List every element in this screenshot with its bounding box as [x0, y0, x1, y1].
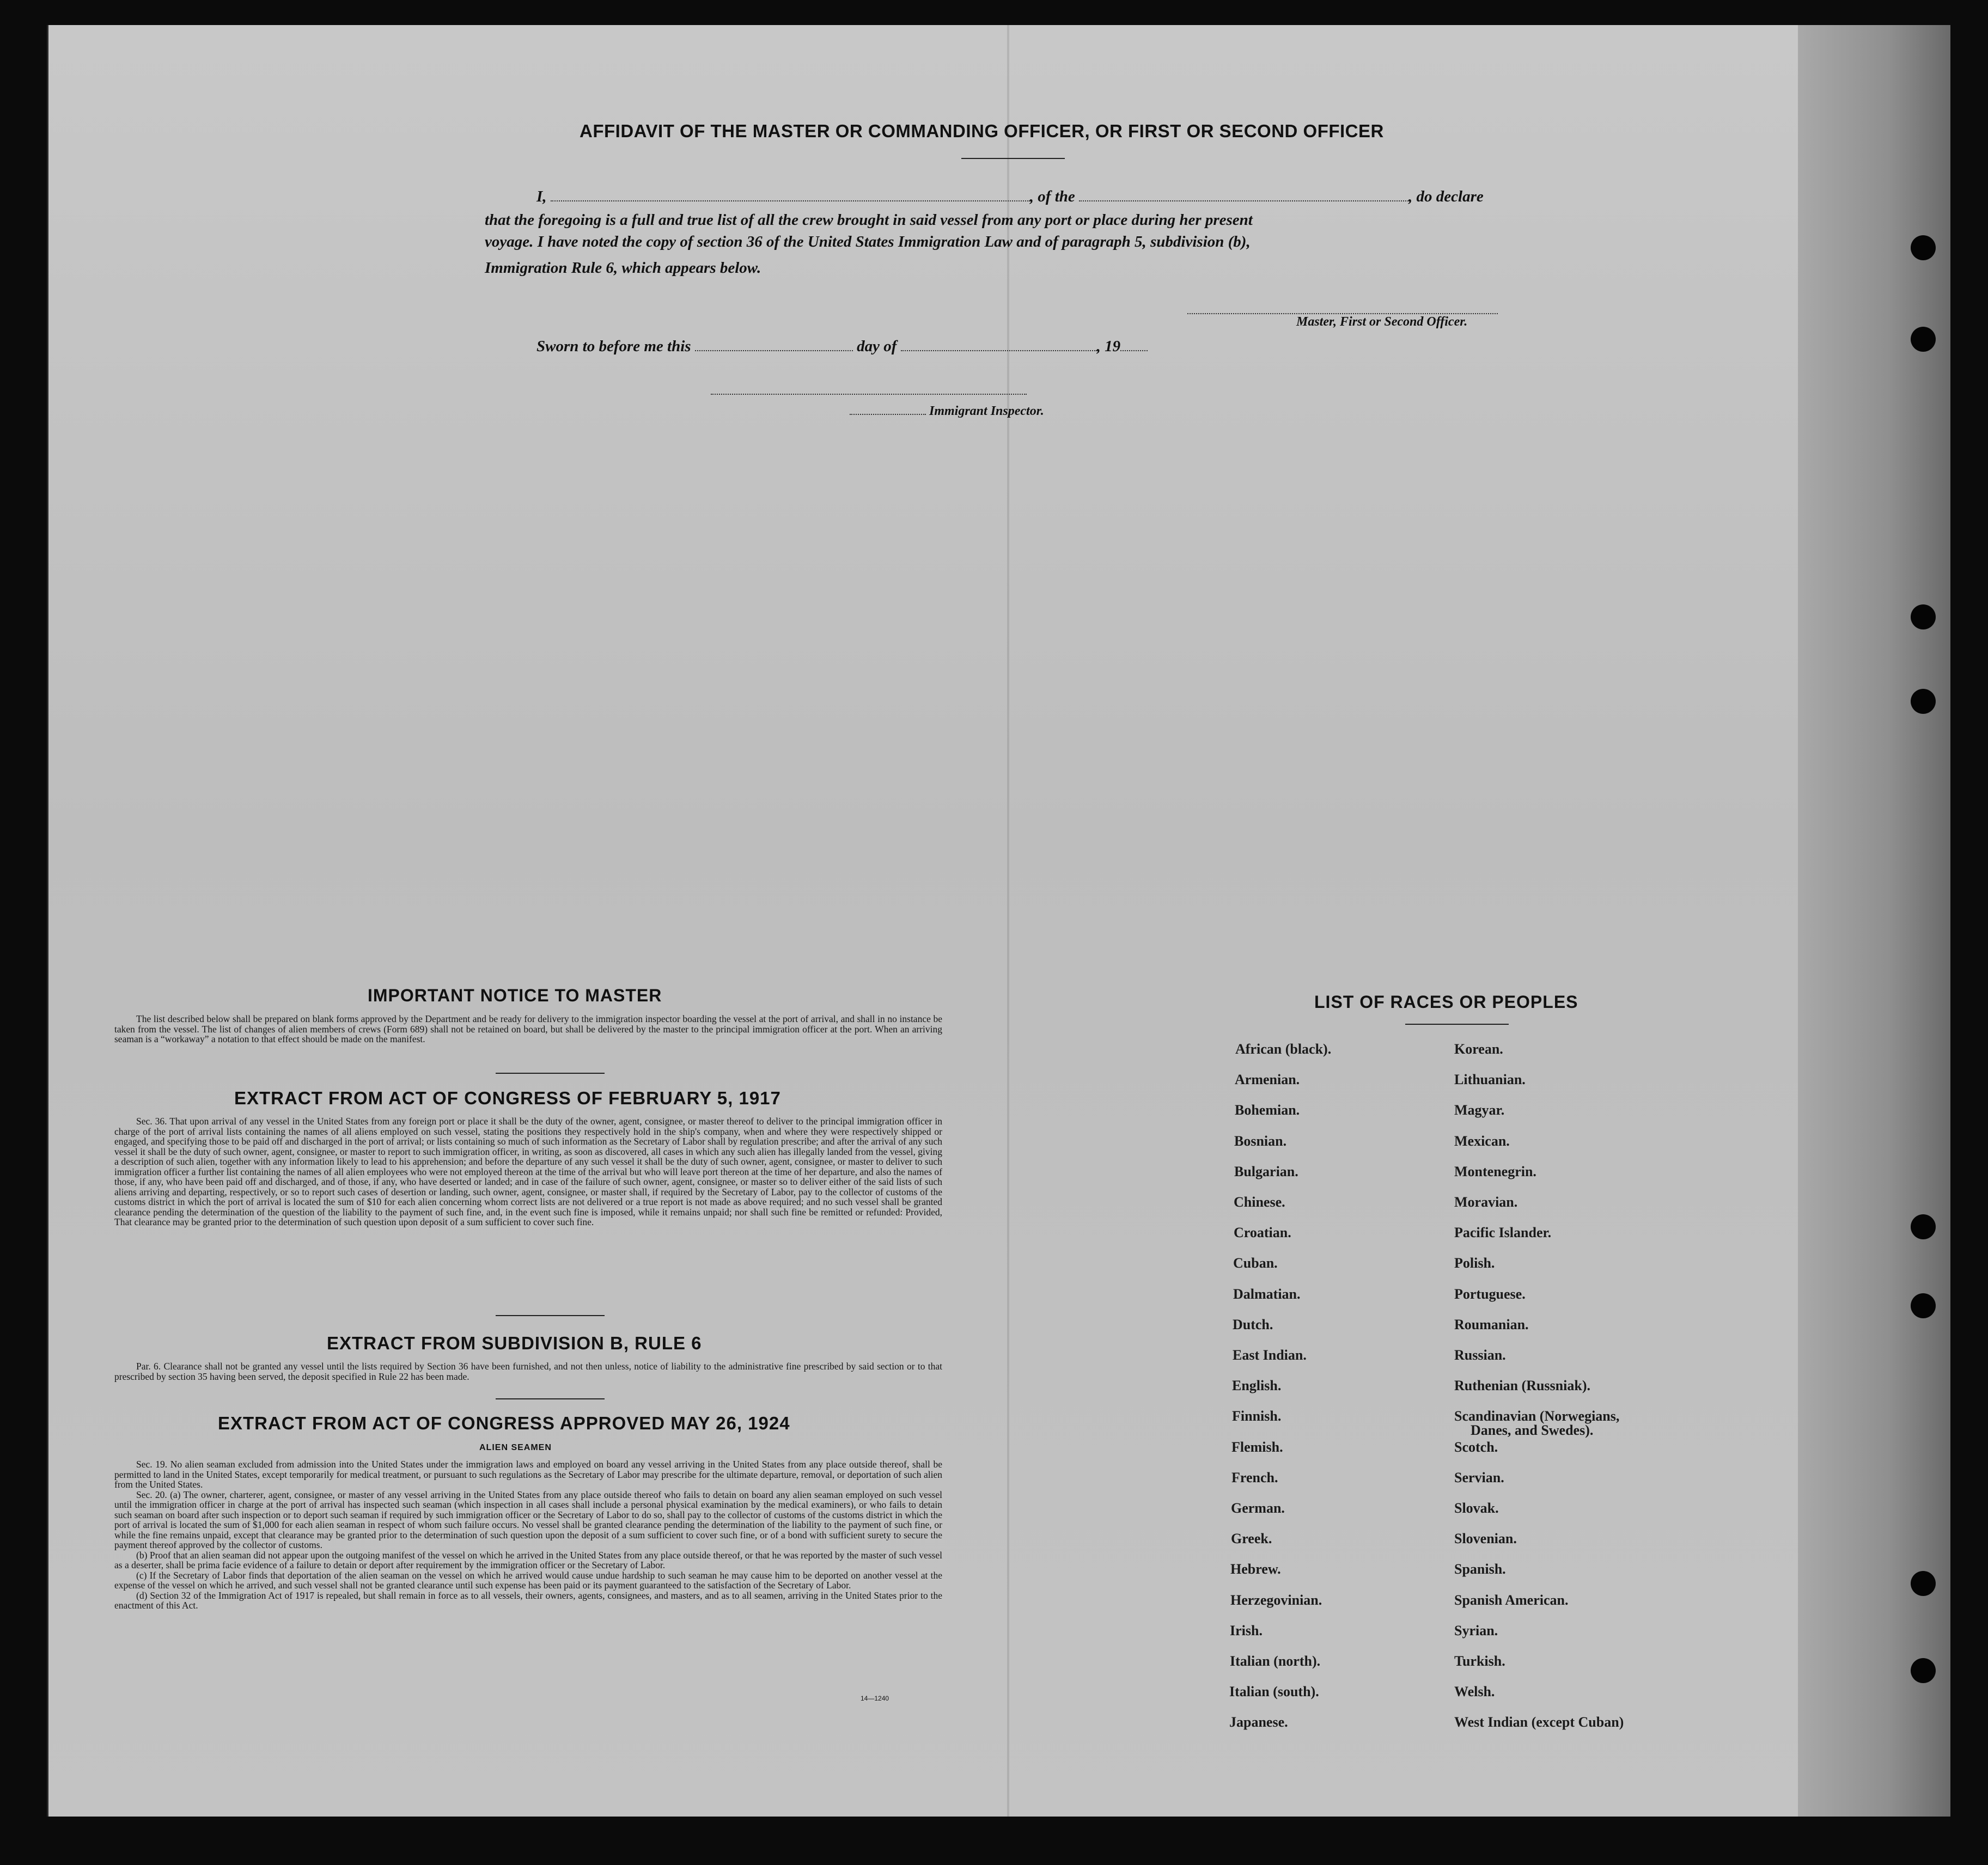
race-item: Dalmatian.: [1233, 1286, 1301, 1302]
race-item: Portuguese.: [1454, 1286, 1526, 1302]
race-item: West Indian (except Cuban): [1454, 1714, 1624, 1730]
inspector-signature-line: [711, 394, 1027, 395]
sworn-year-prefix: , 19: [1096, 338, 1121, 355]
master-signature-line: [1187, 313, 1498, 314]
section-36-paragraph: Sec. 36. That upon arrival of any vessel in the United States from any foreign port or place it shall be the duty of the owner, agent, consignee, or master thereof to deliver to the principal immigration officer in charge of the port of arrival lists containing the names of all aliens employed on such vessel, stating the positions they respectively hold in the ship's company, when and where they were respectively shipped or engaged, and specifying those to be paid off and discharged in the port of arrival; or lists containing so much of such information as the Secretary of Labor shall by regulation prescribe; and after the arrival of any such vessel it shall be the duty of such owner, agent, consignee, or master to report to such immigration officer, in writing, as soon as discovered, all cases in which any such alien has illegally landed from the vessel, giving a description of such alien, together with any information likely to lead to his apprehension; and before the departure of any such vessel it shall be the duty of such owner, agent, consignee, or master to deliver to such immigration officer a further list containing the names of all alien employees who were not employed thereon at the time of the arrival but who will leave port thereon at the time of her departure, and also the names of those, if any, who have been paid off and discharged, and of those, if any, who have deserted or landed; and in case of the failure of such owner, agent, consignee, or master so to deliver either of the said lists of such aliens arriving and departing, respectively, or so to report such cases of desertion or landing, such owner, agent, consignee, or master shall, if required by the Secretary of Labor, pay to the collector of customs of the customs district in which the port of arrival is located the sum of $10 for each alien concerning whom correct lists are not delivered or a true report is not made as above required; and no such vessel shall be granted clearance pending the determination of the question of the liability to the payment of such fine, and, in the event such fine is imposed, while it remains unpaid; nor shall such fine be remitted or refunded: Provided, That clearance may be granted prior to the determination of such question upon deposit of a sum sufficient to cover such fine.: [114, 1116, 942, 1227]
race-item: English.: [1232, 1378, 1282, 1393]
race-item: Danes, and Swedes).: [1471, 1422, 1594, 1438]
affidavit-line-3: voyage. I have noted the copy of section 36 of the United States Immigration Law and of paragraph 5, subdivision (b),: [485, 233, 1251, 250]
race-item: Russian.: [1454, 1347, 1506, 1363]
races-title: LIST OF RACES OR PEOPLES: [1314, 992, 1578, 1012]
notice-body: [114, 1014, 942, 1044]
title-divider: [961, 158, 1065, 159]
race-item: Mexican.: [1454, 1133, 1510, 1149]
notice-divider: [496, 1073, 605, 1074]
extract-rule6-divider: [496, 1398, 605, 1399]
section-19-paragraph: Sec. 19. No alien seaman excluded from admission into the United States under the immigration laws and employed on board any vessel arriving in the United States from any place outside thereof, shall be permitted to land in the United States, except temporarily for medical treatment, or pursuant to such regulations as the Secretary of Labor may prescribe for the ultimate departure, removal, or deportation of such alien from the United States.: [114, 1459, 942, 1490]
affidavit-do-declare: , do declare: [1408, 188, 1484, 205]
race-item: Croatian.: [1234, 1225, 1291, 1240]
race-item: Cuban.: [1233, 1255, 1278, 1271]
race-item: Montenegrin.: [1454, 1164, 1536, 1179]
race-item: Finnish.: [1232, 1408, 1282, 1424]
section-20b-paragraph: (b) Proof that an alien seaman did not appear upon the outgoing manifest of the vessel on which he arrived in the United States from any place outside thereof, or that he was reported by the master of such vessel as a deserter, shall be prima facie evidence of a failure to detain or deport after requirement by the immigration officer or the Secretary of Labor.: [114, 1549, 942, 1570]
race-item: Slovenian.: [1454, 1531, 1517, 1546]
inspector-signature-label: Immigrant Inspector.: [929, 404, 1044, 418]
sworn-line: [536, 338, 1148, 356]
extract-rule6-title: EXTRACT FROM SUBDIVISION B, RULE 6: [327, 1333, 702, 1353]
affidavit-declaration-line: [536, 188, 1484, 206]
affidavit-of-the: , of the: [1029, 188, 1075, 205]
vessel-name-blank: [1079, 197, 1408, 201]
affidavit-title: AFFIDAVIT OF THE MASTER OR COMMANDING OFFICER, OR FIRST OR SECOND OFFICER: [580, 121, 1384, 141]
page-edge-strip: [1798, 25, 1950, 1817]
binder-hole: [1911, 1571, 1936, 1596]
race-item: Bosnian.: [1234, 1133, 1287, 1149]
binder-hole: [1911, 1658, 1936, 1683]
affidavit-line-2: that the foregoing is a full and true list of all the crew brought in said vessel from any port or place during her present: [485, 211, 1253, 229]
extract-1917-divider: [496, 1315, 605, 1316]
race-item: Scotch.: [1454, 1439, 1498, 1455]
extract-1917-body: [114, 1116, 942, 1227]
race-item: Herzegovinian.: [1230, 1592, 1322, 1608]
binder-hole: [1911, 327, 1936, 352]
section-20a-paragraph: Sec. 20. (a) The owner, charterer, agent, consignee, or master of any vessel arriving in the United States from any place outside thereof who fails to detain on board any alien seaman employed on such vessel until the immigration officer in charge at the port of arrival has inspected such seaman (which inspection in all cases shall include a personal physical examination by the medical examiners), or who fails to detain such seaman on board after such inspection or to deport such seaman if required by such immigration officer or the Secretary of Labor to do so, shall pay to the collector of customs of the customs district in which the port of arrival is located the sum of $1,000 for each alien seaman in respect of whom such failure occurs. No vessel shall be granted clearance pending the determination of the liability to the payment of such fine, or while the fine remains unpaid, except that clearance may be granted prior to the determination of such question upon the deposit of a sum sufficient to cover such fine, or of a bond with sufficient surety to secure the payment thereof approved by the collector of customs.: [114, 1489, 942, 1550]
race-item: East Indian.: [1233, 1347, 1307, 1363]
affidavit-i: I,: [536, 188, 547, 205]
race-item: Greek.: [1231, 1531, 1272, 1546]
sworn-label: Sworn to before me this: [536, 338, 691, 355]
race-item: Hebrew.: [1230, 1561, 1281, 1577]
race-item: Irish.: [1230, 1623, 1263, 1638]
form-number: 14—1240: [861, 1695, 889, 1702]
par-6-paragraph: Par. 6. Clearance shall not be granted any vessel until the lists required by Section 36 have been furnished, and not then unless, notice of liability to the administrative fine prescribed by said section or to that prescribed by section 35 having been served, the deposit specified in Rule 22 has been made.: [114, 1361, 942, 1382]
extract-rule6-body: [114, 1361, 942, 1381]
race-item: Bulgarian.: [1234, 1164, 1298, 1179]
race-item: Servian.: [1454, 1470, 1504, 1485]
race-item: Japanese.: [1229, 1714, 1288, 1730]
race-item: Scandinavian (Norwegians,: [1454, 1408, 1620, 1424]
race-item: Slovak.: [1454, 1500, 1499, 1516]
race-item: Roumanian.: [1454, 1317, 1529, 1332]
race-item: Bohemian.: [1235, 1102, 1300, 1118]
section-20c-paragraph: (c) If the Secretary of Labor finds that deportation of the alien seaman on the vessel on which he arrived would cause undue hardship to such seaman he may cause him to be deported on another vessel at the expense of the vessel on which he arrived, and such vessel shall not be granted clearance until such expense has been paid or its payment guaranteed to the satisfaction of the Secretary of Labor.: [114, 1569, 942, 1591]
race-item: African (black).: [1235, 1041, 1332, 1057]
alien-seamen-subtitle: ALIEN SEAMEN: [479, 1443, 552, 1452]
race-item: Spanish.: [1454, 1561, 1506, 1577]
binder-hole: [1911, 1293, 1936, 1318]
race-item: Dutch.: [1233, 1317, 1273, 1332]
sworn-month-blank: [901, 347, 1097, 351]
race-item: Moravian.: [1454, 1194, 1518, 1210]
inspector-signature-row: [850, 404, 1044, 419]
race-item: Italian (south).: [1229, 1684, 1319, 1699]
race-item: French.: [1231, 1470, 1278, 1485]
extract-1924-body: [114, 1459, 942, 1611]
race-item: German.: [1231, 1500, 1285, 1516]
notice-paragraph: The list described below shall be prepared on blank forms approved by the Department and be ready for delivery to the immigration inspector boarding the vessel at the port of arrival, and shall in no instance be taken from the vessel. The list of changes of alien members of crews (Form 689) shall not be retained on board, but shall be delivered by the master to the principal immigration officer at the port. When an arriving seaman is a “workaway” a notation to that effect should be made on the manifest.: [114, 1013, 942, 1044]
race-item: Turkish.: [1454, 1653, 1505, 1669]
race-item: Korean.: [1454, 1041, 1503, 1057]
sworn-day-blank: [695, 347, 853, 351]
extract-1917-title: EXTRACT FROM ACT OF CONGRESS OF FEBRUARY 5, 1917: [234, 1088, 781, 1108]
sworn-year-blank: [1120, 347, 1148, 351]
race-item: Flemish.: [1231, 1439, 1283, 1455]
race-item: Chinese.: [1234, 1194, 1285, 1210]
sworn-day-of: day of: [857, 338, 897, 355]
affidavit-line-4: Immigration Rule 6, which appears below.: [485, 259, 761, 277]
race-item: Syrian.: [1454, 1623, 1498, 1638]
binder-hole: [1911, 1214, 1936, 1239]
races-divider: [1405, 1024, 1509, 1025]
race-item: Magyar.: [1454, 1102, 1505, 1118]
inspector-blank: [850, 411, 926, 415]
race-item: Pacific Islander.: [1454, 1225, 1552, 1240]
section-20d-paragraph: (d) Section 32 of the Immigration Act of 1917 is repealed, but shall remain in force as to all vessels, their owners, agents, consignees, and masters, and as to all seamen, arriving in the United States prior to the enactment of this Act.: [114, 1589, 942, 1611]
master-name-blank: [551, 197, 1030, 201]
extract-1924-title: EXTRACT FROM ACT OF CONGRESS APPROVED MAY 26, 1924: [218, 1413, 790, 1433]
race-item: Lithuanian.: [1454, 1072, 1526, 1087]
binder-hole: [1911, 235, 1936, 260]
binder-hole: [1911, 689, 1936, 714]
race-item: Ruthenian (Russniak).: [1454, 1378, 1590, 1393]
notice-title: IMPORTANT NOTICE TO MASTER: [368, 986, 662, 1005]
race-item: Polish.: [1454, 1255, 1495, 1271]
race-item: Armenian.: [1235, 1072, 1300, 1087]
master-signature-label: Master, First or Second Officer.: [1296, 315, 1468, 329]
race-item: Italian (north).: [1230, 1653, 1321, 1669]
race-item: Spanish American.: [1454, 1592, 1569, 1608]
binder-hole: [1911, 604, 1936, 629]
race-item: Welsh.: [1454, 1684, 1495, 1699]
